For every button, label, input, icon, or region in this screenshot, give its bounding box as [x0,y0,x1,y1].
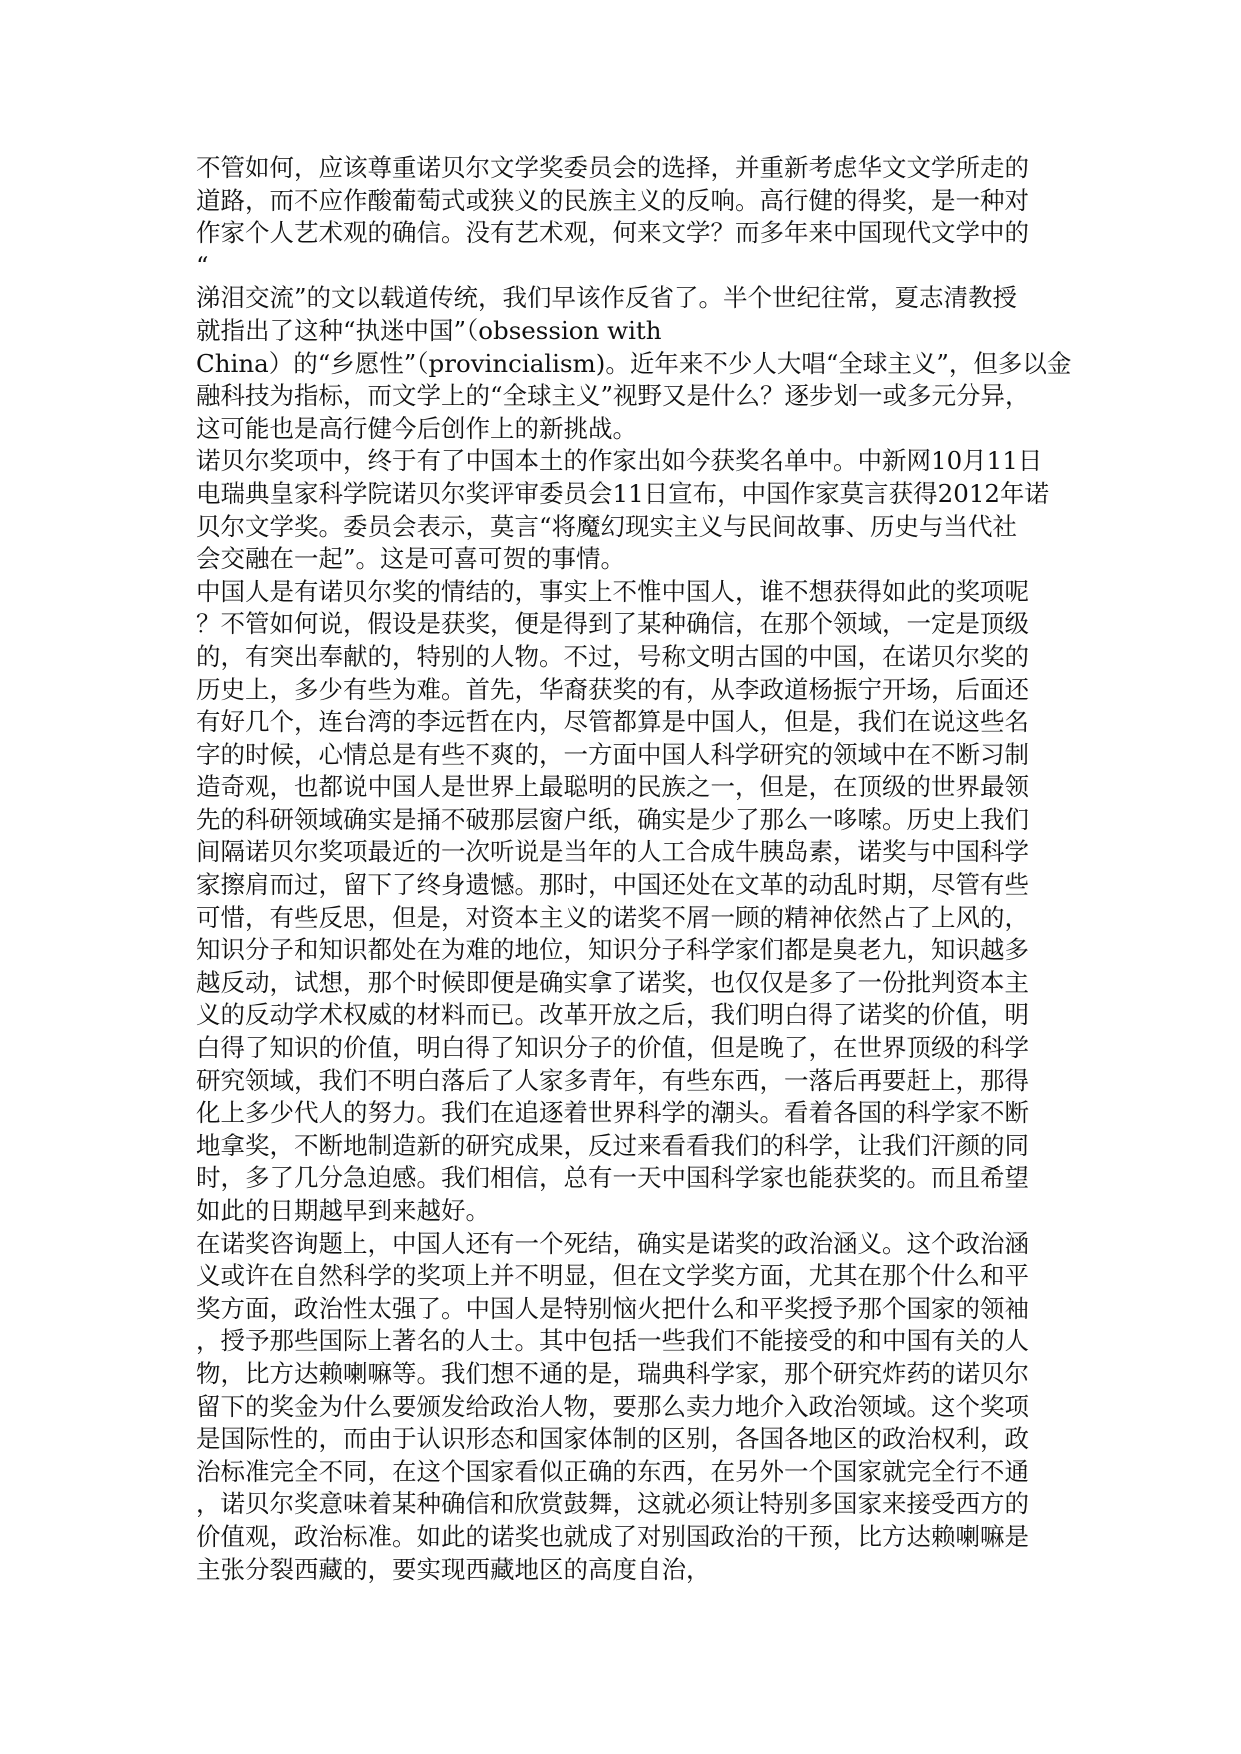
text-line: 家擦肩而过，留下了终身遗憾。那时，中国还处在文革的动乱时期，尽管有些 [196,870,1029,900]
text-line: 奖方面，政治性太强了。中国人是特别恼火把什么和平奖授予那个国家的领袖 [196,1293,1029,1323]
text-line: 义或许在自然科学的奖项上并不明显，但在文学奖方面，尤其在那个什么和平 [196,1261,1029,1291]
text-line: 知识分子和知识都处在为难的地位，知识分子科学家们都是臭老九，知识越多 [196,935,1029,965]
text-line: 间隔诺贝尔奖项最近的一次听说是当年的人工合成牛胰岛素，诺奖与中国科学 [196,837,1029,867]
text-line: 涕泪交流”的文以载道传统，我们早该作反省了。半个世纪往常，夏志清教授 [196,283,1018,313]
text-line: 可惜，有些反思，但是，对资本主义的诺奖不屑一顾的精神依然占了上风的， [196,902,1029,932]
text-line: 贝尔文学奖。委员会表示，莫言“将魔幻现实主义与民间故事、历史与当代社 [196,511,1018,541]
text-line: ，诺贝尔奖意味着某种确信和欣赏鼓舞，这就必须让特别多国家来接受西方的 [196,1489,1029,1519]
text-line: 中国人是有诺贝尔奖的情结的，事实上不惟中国人，谁不想获得如此的奖项呢 [196,576,1029,606]
text-line: 化上多少代人的努力。我们在追逐着世界科学的潮头。看着各国的科学家不断 [196,1098,1029,1128]
body-text [196,152,1072,1586]
text-line: 治标准完全不同，在这个国家看似正确的东西，在另外一个国家就完全行不通 [196,1456,1029,1486]
text-line: 是国际性的，而由于认识形态和国家体制的区别，各国各地区的政治权利，政 [196,1424,1029,1454]
text-line: 就指出了这种“执迷中国”（obsession with [196,315,662,345]
text-line: 融科技为指标，而文学上的“全球主义”视野又是什么？逐步划一或多元分异， [196,381,1030,411]
text-line: 历史上，多少有些为难。首先，华裔获奖的有，从李政道杨振宁开场，后面还 [196,674,1029,704]
text-line: 造奇观，也都说中国人是世界上最聪明的民族之一，但是，在顶级的世界最领 [196,772,1029,802]
text-line: 诺贝尔奖项中，终于有了中国本土的作家出如今获奖名单中。中新网10月11日 [196,446,1043,476]
text-line: China）的“乡愿性”（provincialism)。近年来不少人大唱“全球主义”，但多以金 [196,348,1072,378]
text-line: 道路，而不应作酸葡萄式或狭义的民族主义的反响。高行健的得奖，是一种对 [196,185,1029,215]
text-line: 不管如何，应该尊重诺贝尔文学奖委员会的选择，并重新考虑华文文学所走的 [196,153,1029,182]
text-line: “ [196,250,209,280]
text-line: 如此的日期越早到来越好。 [196,1196,490,1225]
text-line: 的，有突出奉献的，特别的人物。不过，号称文明古国的中国，在诺贝尔奖的 [196,641,1029,671]
text-line: 白得了知识的价值，明白得了知识分子的价值，但是晚了，在世界顶级的科学 [196,1033,1029,1063]
text-line: ，授予那些国际上著名的人士。其中包括一些我们不能接受的和中国有关的人 [196,1326,1029,1356]
text-line: 价值观，政治标准。如此的诺奖也就成了对别国政治的干预，比方达赖喇嘛是 [196,1521,1029,1551]
text-line: 会交融在一起”。这是可喜可贺的事情。 [196,544,626,574]
text-line: 有好几个，连台湾的李远哲在内，尽管都算是中国人，但是，我们在说这些名 [196,707,1029,737]
text-line: 研究领域，我们不明白落后了人家多青年，有些东西，一落后再要赶上，那得 [196,1065,1029,1095]
text-line: 越反动，试想，那个时候即便是确实拿了诺奖，也仅仅是多了一份批判资本主 [196,967,1029,997]
text-line: 电瑞典皇家科学院诺贝尔奖评审委员会11日宣布，中国作家莫言获得2012年诺 [196,478,1050,508]
text-line: ？不管如何说，假设是获奖，便是得到了某种确信，在那个领域，一定是顶级 [196,609,1029,639]
text-line: 主张分裂西藏的，要实现西藏地区的高度自治， [196,1554,711,1584]
text-line: 先的科研领域确实是捅不破那层窗户纸，确实是少了那么一哆嗦。历史上我们 [196,804,1029,834]
text-line: 物，比方达赖喇嘛等。我们想不通的是，瑞典科学家，那个研究炸药的诺贝尔 [196,1358,1029,1388]
text-line: 义的反动学术权威的材料而已。改革开放之后，我们明白得了诺奖的价值，明 [196,1000,1029,1030]
text-line: 作家个人艺术观的确信。没有艺术观，何来文学？而多年来中国现代文学中的 [196,218,1029,248]
text-line: 这可能也是高行健今后创作上的新挑战。 [196,413,637,443]
text-line: 在诺奖咨询题上，中国人还有一个死结，确实是诺奖的政治涵义。这个政治涵 [196,1228,1029,1258]
text-line: 字的时候，心情总是有些不爽的，一方面中国人科学研究的领域中在不断习制 [196,739,1029,769]
text-line: 留下的奖金为什么要颁发给政治人物，要那么卖力地介入政治领域。这个奖项 [196,1391,1029,1421]
text-line: 时，多了几分急迫感。我们相信，总有一天中国科学家也能获奖的。而且希望 [196,1163,1029,1193]
text-line: 地拿奖，不断地制造新的研究成果，反过来看看我们的科学，让我们汗颜的同 [196,1130,1029,1160]
